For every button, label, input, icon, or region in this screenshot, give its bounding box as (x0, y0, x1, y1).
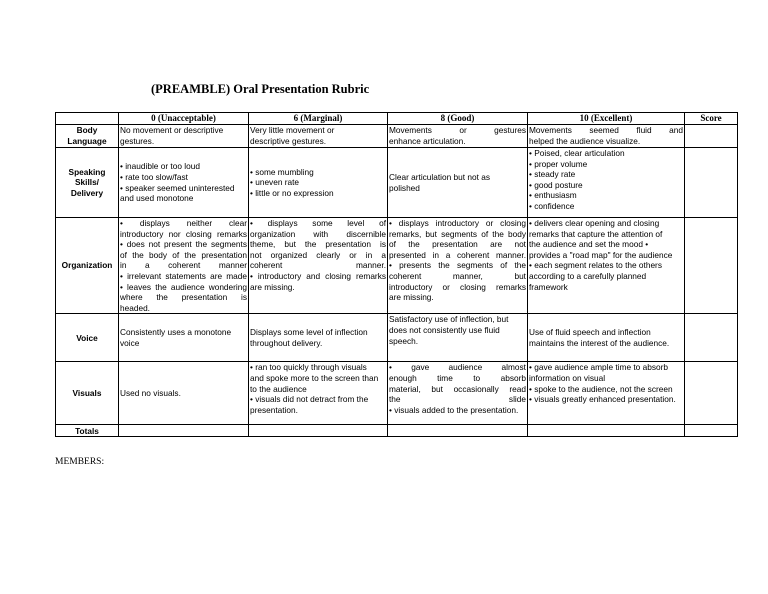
criterion-label: Delivery (70, 187, 104, 198)
descriptor-line: of the presentation are not (389, 239, 526, 250)
descriptor-line: • confidence (529, 200, 575, 211)
score-cell[interactable] (685, 314, 738, 362)
descriptor-line: • Poised, clear articulation (529, 148, 625, 158)
descriptor-line: Consistently uses a monotone (120, 327, 232, 338)
criterion-label: Organization (61, 260, 113, 271)
header-good: 8 (Good) (388, 113, 528, 125)
descriptor-line: introductory nor closing remarks (120, 228, 247, 239)
rubric-row-visuals (56, 362, 738, 425)
descriptor-line: • enthusiasm (529, 190, 577, 201)
rubric-table (55, 112, 738, 437)
criterion-label: Visuals (72, 388, 102, 399)
descriptor-line: organization with discernible (250, 228, 386, 239)
descriptor-line: • does not present the segments (120, 239, 247, 250)
descriptor-cell (249, 148, 388, 218)
descriptor-line: • displays introductory or closing (389, 218, 526, 228)
descriptor-line: • visuals did not detract from the (250, 394, 369, 405)
descriptor-cell (119, 314, 249, 362)
descriptor-line: the audience and set the mood • (529, 239, 649, 250)
descriptor-line: • irrelevant statements are made (120, 270, 247, 281)
descriptor-cell (119, 148, 249, 218)
descriptor-cell (388, 148, 528, 218)
descriptor-cell (119, 362, 249, 425)
descriptor-cell (388, 314, 528, 362)
descriptor-line: framework (529, 281, 568, 292)
descriptor-line: Movements or gestures (389, 125, 526, 136)
totals-label: Totals (56, 425, 119, 437)
descriptor-line: information on visual (529, 372, 606, 383)
totals-cell (528, 425, 685, 437)
descriptor-line: voice (120, 337, 140, 348)
descriptor-line: of the body of the presentation (120, 249, 247, 260)
descriptor-line: coherent manner. (250, 260, 386, 271)
rubric-title: (PREAMBLE) Oral Presentation Rubric (151, 82, 370, 96)
descriptor-line: • uneven rate (250, 177, 300, 188)
descriptor-line: • leaves the audience wondering (120, 281, 247, 292)
descriptor-line: • ran too quickly through visuals (250, 362, 367, 373)
header-marginal: 6 (Marginal) (249, 113, 388, 125)
descriptor-line: coherent manner, but (389, 270, 526, 281)
descriptor-line: Use of fluid speech and inflection (529, 327, 651, 338)
descriptor-line: • good posture (529, 179, 583, 190)
criterion-label: Language (67, 136, 107, 146)
descriptor-line: • displays some level of (250, 218, 386, 228)
descriptor-line: are missing. (250, 281, 295, 292)
header-unacceptable: 0 (Unacceptable) (119, 113, 249, 125)
descriptor-line: • proper volume (529, 158, 588, 169)
totals-cell (388, 425, 528, 437)
descriptor-line: remarks, but segments of the body (389, 228, 526, 239)
descriptor-cell (528, 314, 685, 362)
rubric-row-organization (56, 218, 738, 314)
descriptor-line: • introductory and closing remarks (250, 270, 386, 281)
descriptor-line: presentation. (250, 404, 298, 415)
criterion-label: Speaking (68, 166, 106, 177)
criterion-cell (56, 218, 119, 314)
descriptor-line: not organized clearly or in a (250, 249, 386, 260)
header-row (56, 113, 738, 125)
header-score: Score (685, 113, 738, 125)
descriptor-line: • visuals greatly enhanced presentation. (529, 394, 676, 405)
score-cell[interactable] (685, 148, 738, 218)
totals-score-cell[interactable] (685, 425, 738, 437)
totals-row (56, 425, 738, 437)
descriptor-cell (249, 125, 388, 148)
descriptor-cell (249, 218, 388, 314)
descriptor-line: presented in a coherent manner. (389, 249, 526, 260)
descriptor-line: enhance articulation. (389, 136, 466, 146)
descriptor-cell (249, 362, 388, 425)
criterion-cell (56, 125, 119, 148)
descriptor-line: gestures. (120, 136, 155, 146)
descriptor-line: the slide (389, 394, 526, 405)
descriptor-line: • visuals added to the presentation. (389, 404, 519, 415)
members-label: MEMBERS: (55, 457, 105, 467)
descriptor-cell (388, 125, 528, 148)
descriptor-line: does not consistently use fluid (389, 324, 500, 335)
descriptor-line: Used no visuals. (120, 388, 181, 399)
descriptor-line: throughout delivery. (250, 337, 323, 348)
descriptor-cell (119, 218, 249, 314)
descriptor-line: • speaker seemed uninterested (120, 182, 235, 193)
descriptor-line: headed. (120, 302, 150, 313)
descriptor-cell (528, 148, 685, 218)
criterion-label: Skills/ (75, 177, 99, 188)
descriptor-line: Clear articulation but not as (389, 171, 491, 182)
descriptor-line: introductory or closing remarks (389, 281, 526, 292)
descriptor-cell (119, 125, 249, 148)
descriptor-line: • rate too slow/fast (120, 171, 188, 182)
descriptor-line: • steady rate (529, 169, 576, 180)
header-excellent: 10 (Excellent) (528, 113, 685, 125)
descriptor-line: theme, but the presentation is (250, 239, 386, 250)
descriptor-line: material, but occasionally read (389, 383, 526, 394)
totals-cell (249, 425, 388, 437)
totals-cell (119, 425, 249, 437)
descriptor-line: • displays neither clear (120, 218, 247, 228)
criterion-cell (56, 148, 119, 218)
descriptor-line: polished (389, 182, 420, 193)
descriptor-line: in a coherent manner (120, 260, 247, 271)
descriptor-line: maintains the interest of the audience. (529, 337, 670, 348)
rubric-row-speaking-skills (56, 148, 738, 218)
score-cell[interactable] (685, 125, 738, 148)
criterion-cell (56, 362, 119, 425)
descriptor-cell (388, 218, 528, 314)
descriptor-cell (528, 125, 685, 148)
descriptor-cell (528, 218, 685, 314)
descriptor-line: No movement or descriptive (120, 125, 224, 136)
rubric-row-voice (56, 314, 738, 362)
descriptor-line: • inaudible or too loud (120, 161, 200, 172)
descriptor-line: provides a "road map" for the audience (529, 249, 673, 260)
header-criterion (56, 113, 119, 125)
criterion-cell (56, 314, 119, 362)
descriptor-line: • some mumbling (250, 166, 314, 177)
criterion-label: Voice (76, 332, 98, 343)
descriptor-line: enough time to absorb (389, 372, 526, 383)
rubric-row-body-language (56, 125, 738, 148)
descriptor-line: • delivers clear opening and closing (529, 218, 660, 228)
descriptor-line: where the presentation is (120, 292, 247, 303)
descriptor-line: according to a carefully planned (529, 270, 647, 281)
score-cell[interactable] (685, 362, 738, 425)
criterion-label: Body (76, 125, 98, 136)
descriptor-line: • little or no expression (250, 187, 334, 198)
descriptor-line: speech. (389, 335, 419, 346)
descriptor-line: • each segment relates to the others (529, 260, 662, 271)
descriptor-line: • spoke to the audience, not the screen (529, 383, 673, 394)
descriptor-line: helped the audience visualize. (529, 136, 641, 146)
descriptor-line: remarks that capture the attention of (529, 228, 663, 239)
descriptor-line: descriptive gestures. (250, 136, 327, 146)
descriptor-line: are missing. (389, 292, 434, 303)
descriptor-line: • gave audience ample time to absorb (529, 362, 668, 373)
descriptor-line: Satisfactory use of inflection, but (389, 314, 509, 325)
descriptor-cell (528, 362, 685, 425)
descriptor-line: Very little movement or (250, 125, 335, 136)
descriptor-line: • gave audience almost (389, 362, 526, 373)
descriptor-line: • presents the segments of the (389, 260, 526, 271)
descriptor-line: and spoke more to the screen than (250, 372, 379, 383)
descriptor-line: to the audience (250, 383, 307, 394)
descriptor-cell (388, 362, 528, 425)
descriptor-line: Movements seemed fluid and (529, 125, 683, 136)
descriptor-line: Displays some level of inflection (250, 327, 368, 338)
descriptor-line: and used monotone (120, 193, 194, 204)
descriptor-cell (249, 314, 388, 362)
score-cell[interactable] (685, 218, 738, 314)
